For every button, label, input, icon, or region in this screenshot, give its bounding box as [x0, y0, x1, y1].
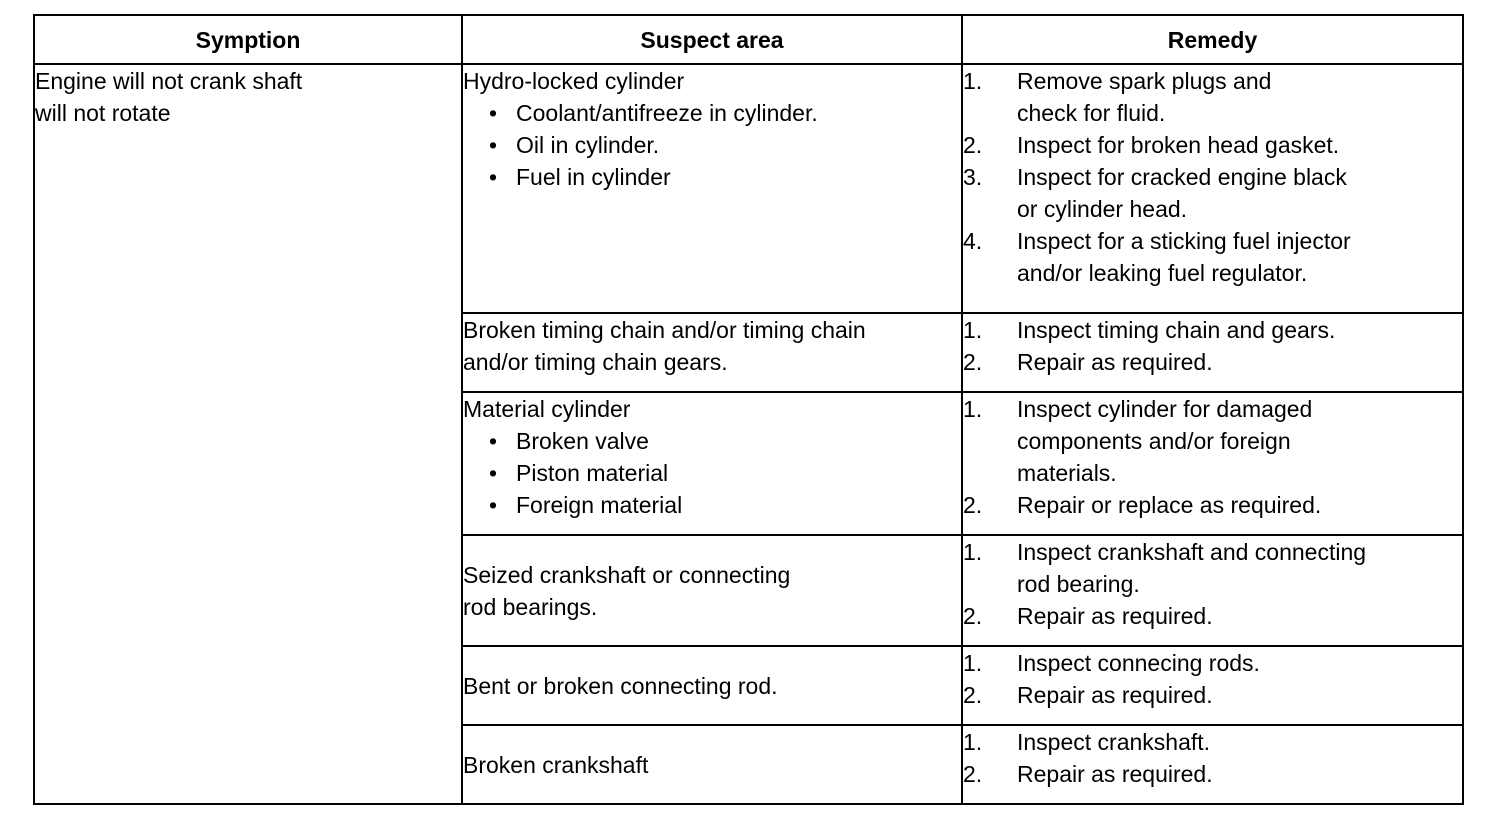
area-bullet: • Broken valve [463, 425, 961, 457]
symptom-line: Engine will not crank shaft [35, 68, 303, 94]
symptom-cell [34, 64, 462, 804]
area-bullet: • Fuel in cylinder [463, 161, 961, 193]
step-text: Repair as required. [1017, 603, 1213, 629]
area-text: Broken crankshaft [463, 751, 649, 778]
suspect-area-cell [462, 313, 962, 392]
remedy-step [963, 726, 1462, 758]
step-text: and/or leaking fuel regulator. [1017, 260, 1308, 286]
step-text: Remove spark plugs and [1017, 68, 1272, 94]
remedy-cell [962, 313, 1463, 392]
step-number: 2. [963, 349, 983, 375]
step-number: 2. [963, 492, 983, 518]
header-suspect-area: Suspect area [462, 15, 962, 64]
remedy-cell [962, 725, 1463, 804]
step-number: 2. [963, 132, 983, 158]
step-text: Inspect crankshaft and connecting [1017, 539, 1367, 565]
remedy-step [963, 600, 1462, 632]
suspect-area-cell [462, 646, 962, 725]
remedy-step [963, 647, 1462, 679]
step-number: 3. [963, 164, 983, 190]
remedy-step [963, 758, 1462, 790]
table-row [34, 64, 1463, 313]
area-text: Broken timing chain and/or timing chain [463, 317, 866, 343]
step-number: 4. [963, 228, 983, 254]
remedy-step [963, 489, 1462, 521]
step-text: Inspect for cracked engine black [1017, 164, 1347, 190]
step-number: 1. [963, 650, 983, 676]
area-text: Bent or broken connecting rod. [463, 672, 778, 699]
step-text: components and/or foreign [1017, 428, 1291, 454]
remedy-cell [962, 646, 1463, 725]
remedy-step [963, 129, 1462, 161]
step-text: or cylinder head. [1017, 196, 1188, 222]
step-text: Inspect timing chain and gears. [1017, 317, 1336, 343]
remedy-step [963, 536, 1462, 600]
remedy-cell [962, 535, 1463, 646]
header-remedy: Remedy [962, 15, 1463, 64]
step-text: Repair as required. [1017, 682, 1213, 708]
area-text: and/or timing chain gears. [463, 349, 728, 375]
symptom-line: will not rotate [35, 100, 171, 126]
step-number: 2. [963, 682, 983, 708]
header-symptom: Symption [34, 15, 462, 64]
bullet-icon: • [489, 132, 498, 158]
step-number: 1. [963, 317, 983, 343]
step-text: Inspect for broken head gasket. [1017, 132, 1340, 158]
step-number: 1. [963, 396, 983, 422]
bullet-icon: • [489, 492, 498, 518]
step-text: Inspect for a sticking fuel injector [1017, 228, 1351, 254]
bullet-icon: • [489, 428, 498, 454]
bullet-icon: • [489, 460, 498, 486]
area-bullet: • Foreign material [463, 489, 961, 521]
area-text: rod bearings. [463, 593, 598, 620]
step-text: Inspect cylinder for damaged [1017, 396, 1313, 422]
step-number: 1. [963, 68, 983, 94]
suspect-area-cell [462, 725, 962, 804]
step-number: 1. [963, 729, 983, 755]
suspect-area-cell [462, 64, 962, 313]
area-title: Material cylinder [463, 396, 631, 422]
step-number: 2. [963, 603, 983, 629]
area-bullet: • Coolant/antifreeze in cylinder. [463, 97, 961, 129]
step-text: rod bearing. [1017, 571, 1140, 597]
step-text: materials. [1017, 460, 1117, 486]
area-text: Seized crankshaft or connecting [463, 561, 791, 588]
bullet-icon: • [489, 100, 498, 126]
remedy-step [963, 225, 1462, 289]
remedy-step [963, 679, 1462, 711]
remedy-step [963, 65, 1462, 129]
step-text: Inspect connecing rods. [1017, 650, 1260, 676]
area-bullet: • Piston material [463, 457, 961, 489]
step-text: Repair as required. [1017, 349, 1213, 375]
step-text: Repair or replace as required. [1017, 492, 1322, 518]
step-text: Repair as required. [1017, 761, 1213, 787]
step-number: 1. [963, 539, 983, 565]
remedy-step [963, 346, 1462, 378]
area-title: Hydro-locked cylinder [463, 68, 685, 94]
remedy-step [963, 393, 1462, 489]
remedy-step [963, 314, 1462, 346]
suspect-area-cell [462, 535, 962, 646]
suspect-area-cell [462, 392, 962, 535]
step-text: Inspect crankshaft. [1017, 729, 1211, 755]
remedy-step [963, 161, 1462, 225]
area-bullet: • Oil in cylinder. [463, 129, 961, 161]
remedy-cell [962, 392, 1463, 535]
header-row [34, 15, 1463, 64]
step-number: 2. [963, 761, 983, 787]
diagnosis-table [33, 14, 1464, 805]
bullet-icon: • [489, 164, 498, 190]
remedy-cell [962, 64, 1463, 313]
step-text: check for fluid. [1017, 100, 1166, 126]
